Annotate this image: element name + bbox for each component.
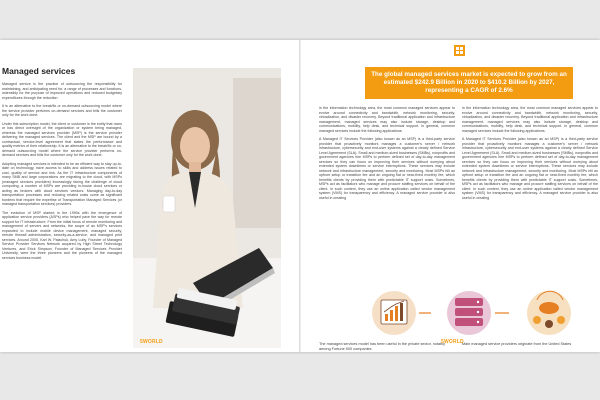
- services-illustration: [369, 288, 579, 338]
- caption-right: Main managed service providers originate from the United States: [462, 342, 572, 346]
- footer-brand: 5WORLD: [140, 339, 163, 345]
- photo-illustration: [133, 68, 281, 348]
- right-text-column-b: [462, 106, 598, 204]
- paragraph: Under this subscription model, the client or customer is the entity that owns or has direct oversight of the organization or system being managed, whereas the managed services provider (MSP) is the service provider delivering the managed services. The client and the MSP are bound by a contractual, service-level agreement that states the performance and quality metrics of their relationship. It is an alternative to the break/fix or on-demand outsourcing model where the service provider performs on-demand services and bills the customer only for the work done.: [2, 121, 122, 157]
- paragraph: A Managed IT Services Provider (also known as an MSP) is a third-party service provider that proactively monitors manages a customer's server / network infrastructure, cybersecurity and end-user systems against a clearly defined Service Level Agreement (SLA). Small and medium-sized businesses (SMBs), nonprofits and government agencies hire MSPs to perform defined set of day-to-day management services so they can focus on improving their services without worrying about extended system downtimes or service interruptions. These services may include network and infrastructure management, security and monitoring. Most MSPs bill an upfront setup or transition fee and an ongoing flat or near-fixed monthly fee, which benefits clients by providing them with predictable IT support costs. Sometimes, MSPs act as facilitators who manage and procure staffing services on behalf of the client. In such context, they use an online application called vendor management system (VMS) for transparency and efficiency. A managed service provider is also useful in creating: [462, 137, 598, 200]
- left-text-column: [2, 82, 122, 264]
- right-page: [301, 40, 600, 352]
- server-database-icon: [447, 291, 491, 335]
- magazine-spread: [0, 40, 600, 352]
- growth-chart-icon: [372, 291, 416, 335]
- paragraph: The evolution of MSP started in the 1990s with the emergence of application service providers (ASPs) who helped pave the way for remote support for IT infrastructure. From the initial focus of remote monitoring and management of servers and networks, the scope of an MSP's services expanded to include mobile device management, managed security, remote firewall administration, security-as-a-service, and managed print services. Around 2005, Karl W. Palachuk, Amy Luby, Founder of Managed Service Provider Services Network acquired by High Street Technology Ventures, and Erick Simpson, Founder of Managed Services Provider University, were the three pioneers and the pioneers of the managed services business model.: [2, 210, 122, 260]
- people-cloud-icon: [527, 291, 571, 335]
- paragraph: in the information technology area, the most common managed services appear to evolve around connectivity and bandwidth, network monitoring, security, virtualization, and disaster recovery. Beyond traditional application and infrastructure management, managed services may also include storage, desktop and communications, mobility, help desk, and technical support. In general, common managed services include the following applications.: [462, 106, 598, 133]
- paragraph: in the information technology area, the most common managed services appear to evolve around connectivity and bandwidth, network monitoring, security, virtualization, and disaster recovery. Beyond traditional application and infrastructure management, managed services may also include storage, desktop and communications, mobility, help desk, and technical support. In general, common managed services include the following applications.: [319, 106, 455, 133]
- market-banner: The global managed services market is expected to grow from an estimated $242.9 Billion in 2020 to $410.2 Billion by 2027, representing a CAGR of 2.6%: [365, 67, 573, 99]
- footer-brand: 5WORLD: [441, 339, 464, 345]
- paragraph: Adopting managed services is intended to be an efficient way to stay up-to-date on technology, have access to skills and address issues related to cost, quality of service and risk. As the IT infrastructure components of many SMB and large corporations are migrating to the cloud, with MSPs (managed services providers) increasingly facing the challenge of cloud computing, a number of MSPs are providing in-house cloud services or acting as brokers with cloud services vendors. Managing day-to-day transportation processes and reducing related costs come as significant burdens that require the expertise of Transportation Managed Services (or managed transportation services) providers.: [2, 161, 122, 206]
- paragraph: Managed service is the practice of outsourcing the responsibility for maintaining, and anticipating need for, a range of processes and functions, ostensibly for the purpose of improved operations and reduced budgetary expenditures through the reduction: [2, 82, 122, 100]
- magazine-logo-icon: [454, 45, 465, 56]
- right-text-column-a: [319, 106, 455, 204]
- page-title: Managed services: [2, 66, 76, 76]
- left-page: [0, 40, 299, 352]
- woman-with-laptop-photo: [133, 68, 281, 348]
- caption-left: The managed services model has been useful in the private sector, notably among Fortune 500 companies: [319, 342, 446, 351]
- paragraph: It is an alternative to the break/fix or on-demand outsourcing model where the service provider performs on-demand services and bills the customer only for the work done.: [2, 104, 122, 117]
- paragraph: A Managed IT Services Provider (also known as an MSP) is a third-party service provider that proactively monitors manages a customer's server / network infrastructure, cybersecurity and end-user systems against a clearly defined Service Level Agreement (SLA). Small and medium-sized businesses (SMBs), nonprofits and government agencies hire MSPs to perform defined set of day-to-day management services so they can focus on improving their services without worrying about extended system downtimes or service interruptions. These services may include network and infrastructure management, security and monitoring. Most MSPs bill an upfront setup or transition fee and an ongoing flat or near-fixed monthly fee, which benefits clients by providing them with predictable IT support costs. Sometimes, MSPs act as facilitators who manage and procure staffing services on behalf of the client. In such context, they use an online application called vendor management system (VMS) for transparency and efficiency. A managed service provider is also useful in creating: [319, 137, 455, 200]
- grid-icon: [456, 47, 463, 54]
